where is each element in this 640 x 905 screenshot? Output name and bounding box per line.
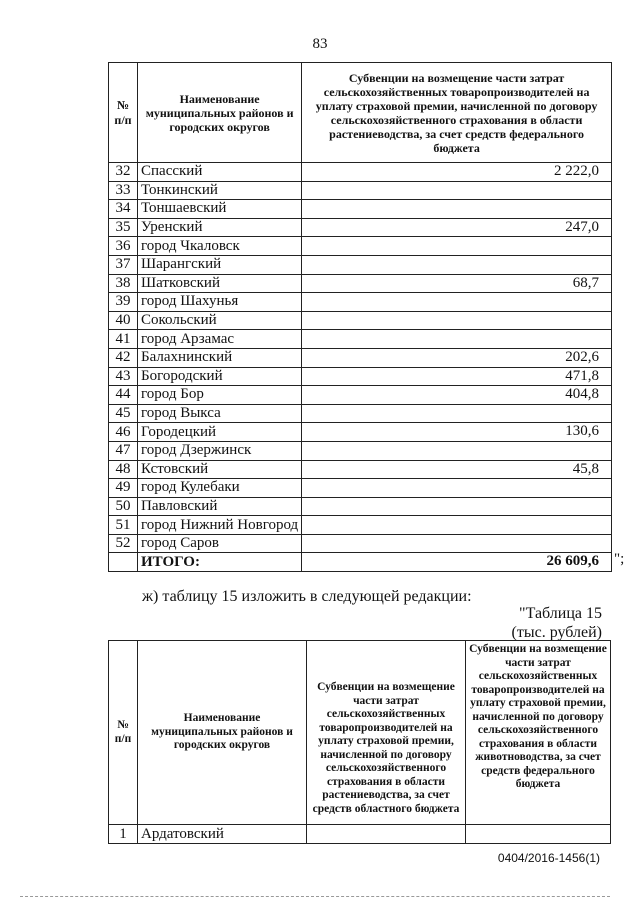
table-row [109,479,612,498]
subsidy-value [302,516,612,535]
district-name: город Саров [138,534,302,553]
row-number: 39 [109,293,138,312]
subsidy-value: 45,8 [302,460,612,479]
table-caption-block [512,604,602,642]
subsidy-value: 2 222,0 [302,163,612,182]
header-num: № п/п [109,641,138,825]
subsidy-table-15 [108,640,611,844]
row-number: 35 [109,218,138,237]
subsidy-value: 130,6 [302,423,612,442]
table-body [109,163,612,553]
row-number: 43 [109,367,138,386]
table-row [109,237,612,256]
subsidy-table-14 [108,62,612,572]
table-row [109,200,612,219]
header-federal-budget-text: Субвенции на возмещение части затрат сельскохозяйственных товаропроизводителей на уплату страховой премии, начисленной по договору сельскохозяйственного страхования в области животноводства, за счет средств федерального бюджета [469,643,607,790]
subsidy-value [302,330,612,349]
subsidy-value [302,479,612,498]
district-name: город Шахунья [138,293,302,312]
page-number: 83 [312,36,328,52]
subsidy-value [302,441,612,460]
district-name: Кстовский [138,460,302,479]
table-row [109,255,612,274]
table-row [109,404,612,423]
row-number: 37 [109,255,138,274]
district-name: Уренский [138,218,302,237]
regional-value [307,825,466,844]
row-number: 49 [109,479,138,498]
table-row [109,218,612,237]
district-name: город Дзержинск [138,441,302,460]
table-row [109,311,612,330]
district-name: город Нижний Новгород [138,516,302,535]
total-num-cell [109,553,138,572]
subsidy-value [302,293,612,312]
district-name: Спасский [138,163,302,182]
table-row [109,386,612,405]
table-row [109,460,612,479]
subsidy-value [302,237,612,256]
district-name: город Чкаловск [138,237,302,256]
subsidy-value: 202,6 [302,348,612,367]
subsidy-value [302,311,612,330]
subsidy-value [302,200,612,219]
subsidy-value: 68,7 [302,274,612,293]
table-row [109,348,612,367]
table-row [109,441,612,460]
subsidy-value: 404,8 [302,386,612,405]
row-number: 52 [109,534,138,553]
table-header-row [109,641,611,825]
closing-quote: "; [614,551,625,567]
subsidy-value [302,404,612,423]
table-row [109,330,612,349]
district-name: Тоншаевский [138,200,302,219]
header-num: № п/п [109,63,138,163]
district-name: Городецкий [138,423,302,442]
row-number: 32 [109,163,138,182]
row-number: 36 [109,237,138,256]
row-number: 45 [109,404,138,423]
header-federal-budget [466,641,611,825]
total-label: ИТОГО: [138,553,302,572]
row-number: 38 [109,274,138,293]
subsidy-value [302,497,612,516]
table-row [109,293,612,312]
district-name: Шарангский [138,255,302,274]
district-name: город Кулебаки [138,479,302,498]
subsidy-value: 471,8 [302,367,612,386]
row-number: 48 [109,460,138,479]
subsidy-value [302,255,612,274]
row-number: 42 [109,348,138,367]
row-number: 40 [109,311,138,330]
table-row [109,163,612,182]
subsidy-value [302,181,612,200]
document-code: 0404/2016-1456(1) [497,851,600,865]
federal-value [466,825,611,844]
row-number: 1 [109,825,138,844]
row-number: 33 [109,181,138,200]
total-value: 26 609,6 [302,553,612,572]
district-name: Павловский [138,497,302,516]
header-name: Наименование муниципальных районов и городских округов [138,63,302,163]
table-row [109,181,612,200]
district-name: Сокольский [138,311,302,330]
district-name: Шатковский [138,274,302,293]
header-name: Наименование муниципальных районов и городских округов [138,641,307,825]
table-body [109,825,611,844]
subsidy-value: 247,0 [302,218,612,237]
table-row [109,497,612,516]
table-units: (тыс. рублей) [511,624,602,641]
district-name: Балахнинский [138,348,302,367]
row-number: 46 [109,423,138,442]
table-row [109,367,612,386]
table-row [109,274,612,293]
table-header-row [109,63,612,163]
district-name: Ардатовский [138,825,307,844]
total-row [109,553,612,572]
district-name: город Выкса [138,404,302,423]
district-name: город Бор [138,386,302,405]
row-number: 50 [109,497,138,516]
row-number: 41 [109,330,138,349]
row-number: 34 [109,200,138,219]
header-regional-budget-text: Субвенции на возмещение части затрат сельскохозяйственных товаропроизводителей на уплату страховой премии, начисленной по договору сельскохозяйственного страхования в области растениеводства, за счет средств областного бюджета [312,681,460,815]
row-number: 47 [109,441,138,460]
district-name: город Арзамас [138,330,302,349]
district-name: Богородский [138,367,302,386]
header-subsidy: Субвенции на возмещение части затрат сельскохозяйственных товаропроизводителей на уплату страховой премии, начисленной по договору сельскохозяйственного страхования в области растениеводства, за счет средств федерального бюджета [302,63,612,163]
table-row [109,423,612,442]
table-caption: "Таблица 15 [519,605,602,622]
header-regional-budget [307,641,466,825]
table-row [109,825,611,844]
scan-edge-divider [20,896,610,897]
subsidy-value [302,534,612,553]
table-row [109,516,612,535]
table-row [109,534,612,553]
district-name: Тонкинский [138,181,302,200]
row-number: 51 [109,516,138,535]
row-number: 44 [109,386,138,405]
amendment-paragraph: ж) таблицу 15 изложить в следующей редакции: [142,588,472,605]
